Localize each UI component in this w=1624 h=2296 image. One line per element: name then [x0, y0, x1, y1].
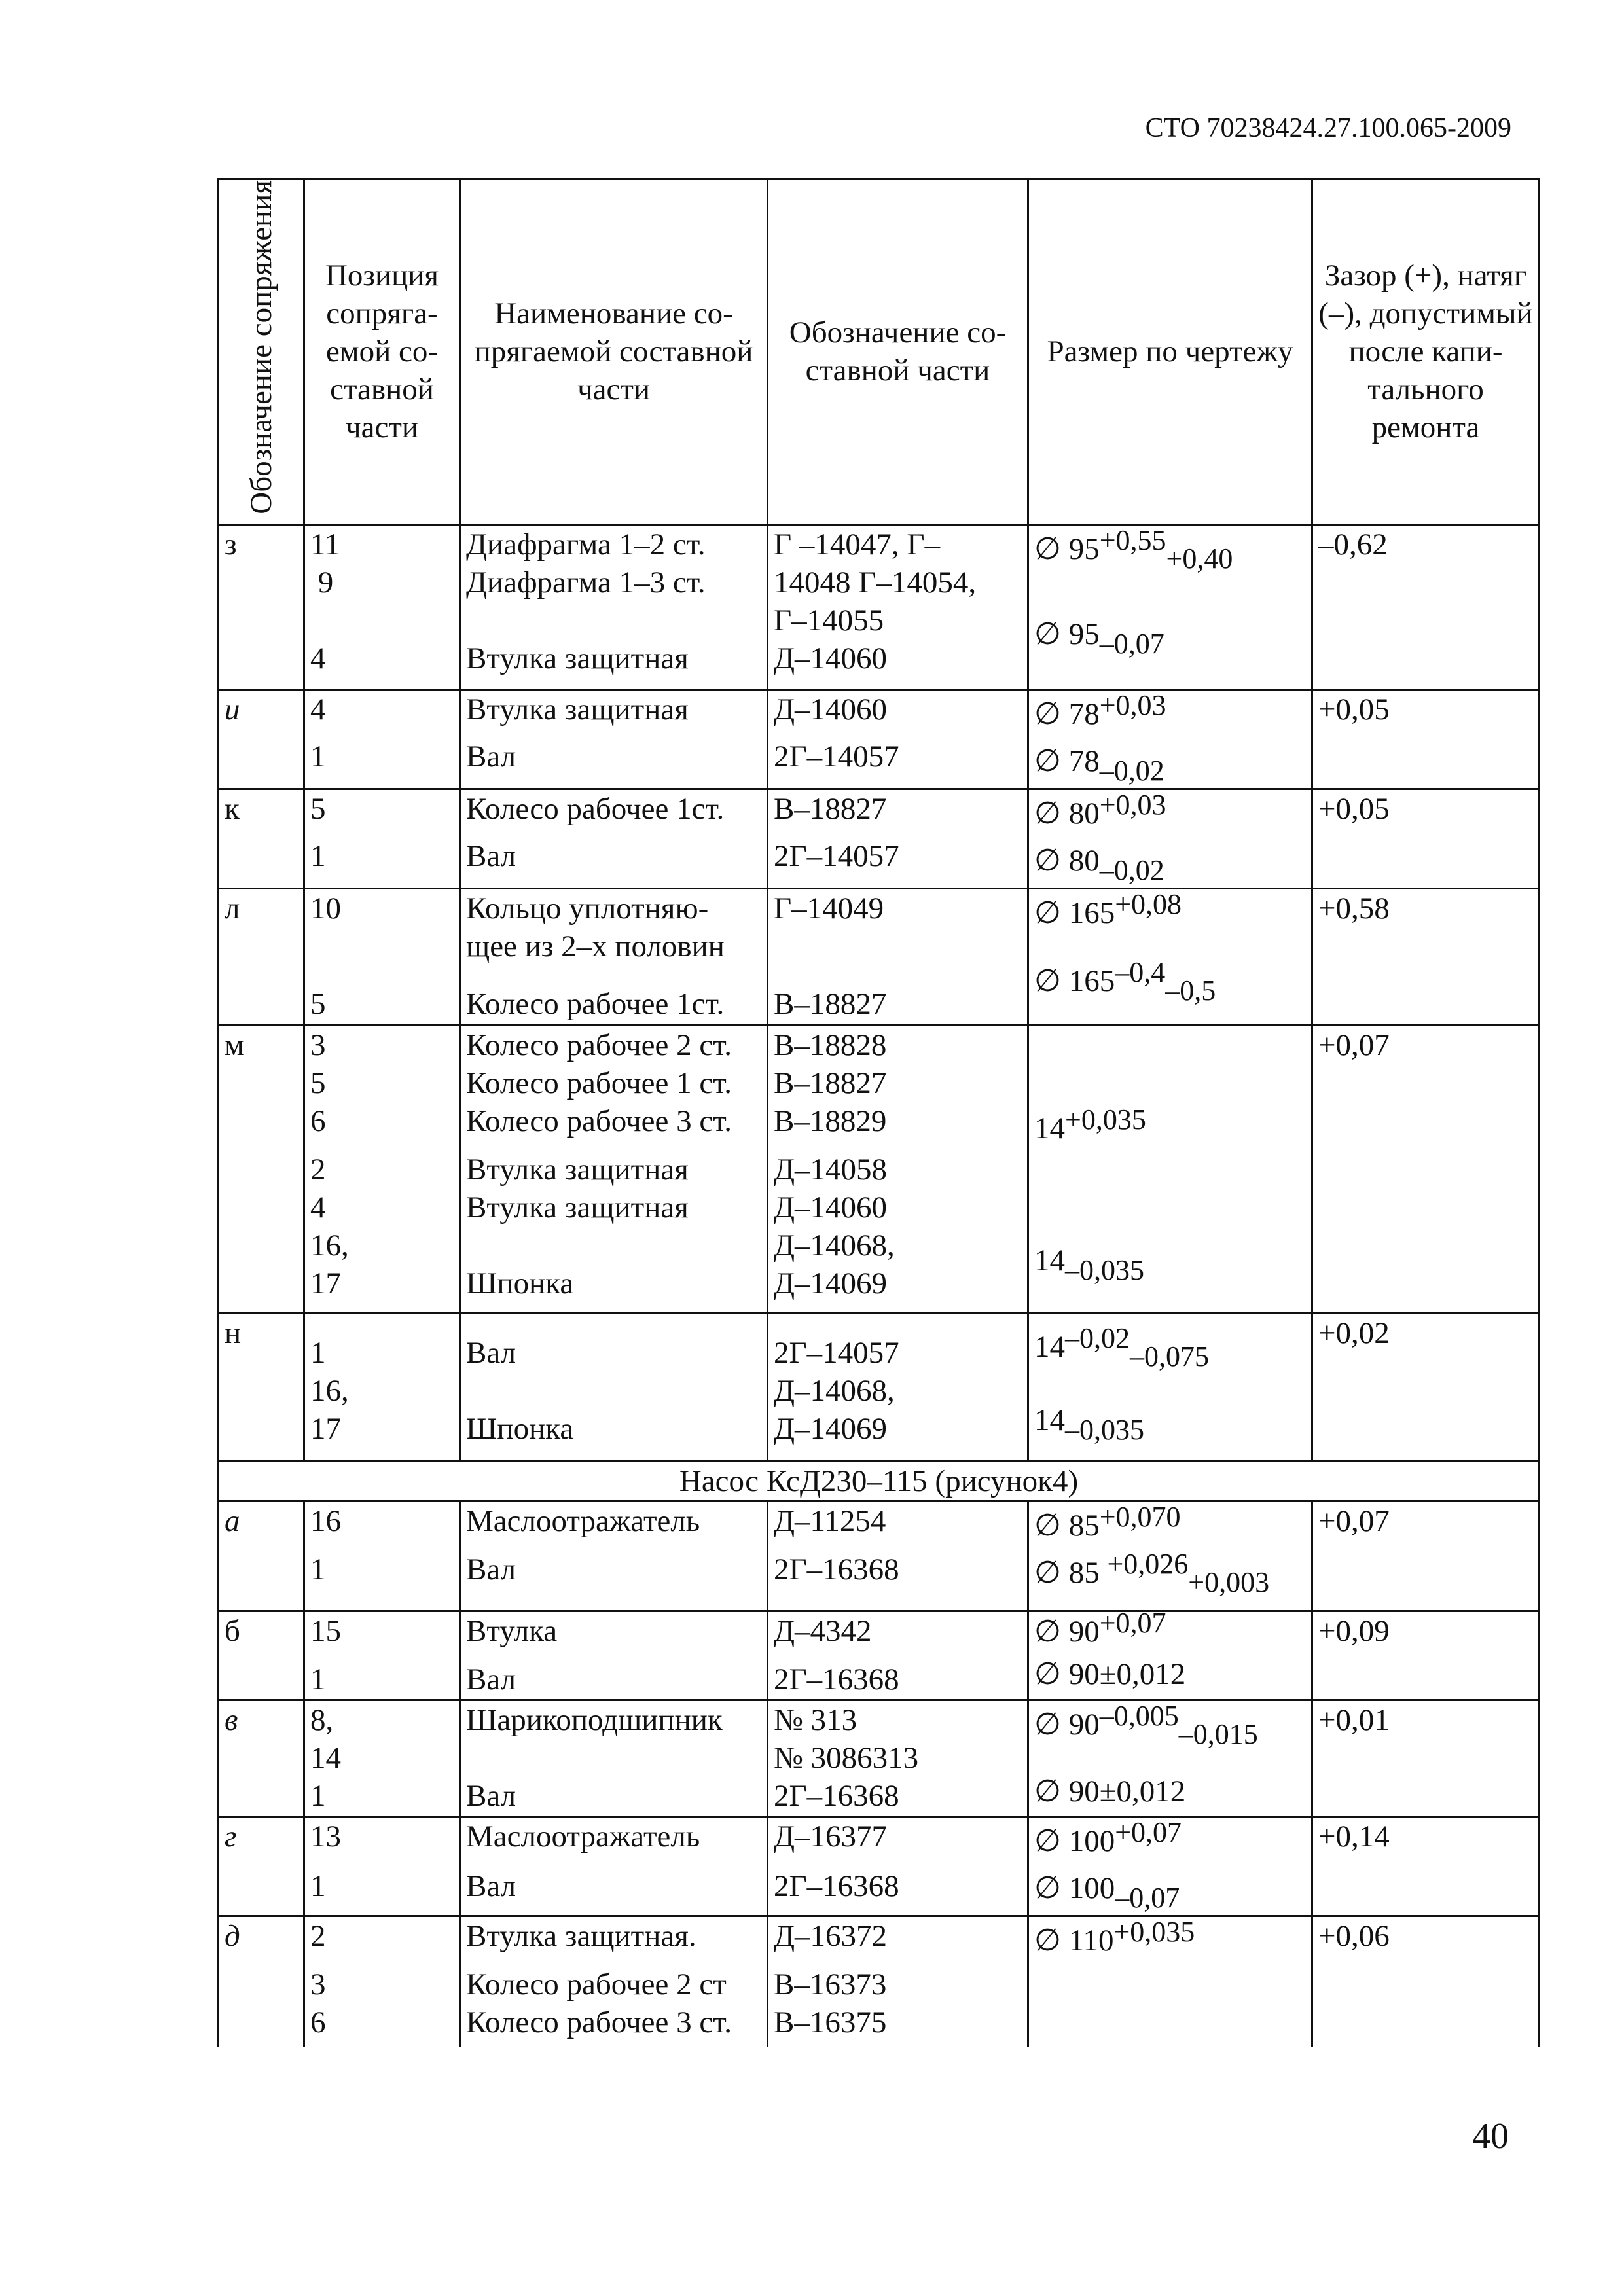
table-row: [219, 789, 1540, 888]
fits-table: [217, 178, 1540, 2047]
part-name-cell: Втулка защитная. Колесо рабочее 2 ст Колесо рабочее 3 ст.: [460, 1916, 768, 2047]
table-row: [219, 1916, 1540, 2047]
table-row: [219, 1611, 1540, 1700]
col-header-size: Размер по чертежу: [1028, 179, 1312, 525]
position-cell: 15 1: [304, 1611, 460, 1700]
drawing-size-cell: ∅ $80^{+0,03}$ ∅ $80_{-0,02}$: [1028, 789, 1312, 888]
part-name-cell: Шарикоподшипник Вал: [460, 1700, 768, 1816]
position-cell: 5 1: [304, 789, 460, 888]
part-code-cell: Д–16372 В–16373 В–16375: [768, 1916, 1028, 2047]
position-cell: 4 1: [304, 689, 460, 789]
part-code-cell: Д–16377 2Г–16368: [768, 1816, 1028, 1916]
part-name-cell: Колесо рабочее 2 ст. Колесо рабочее 1 ст. Колесо рабочее 3 ст. Втулка защитная Втулка защитная Шпонка: [460, 1025, 768, 1313]
mate-designation: з: [219, 524, 304, 689]
gap-value: +0,14: [1312, 1816, 1540, 1916]
table-row: [219, 1700, 1540, 1816]
position-cell: 8, 14 1: [304, 1700, 460, 1816]
part-code-cell: 2Г–14057 Д–14068, Д–14069: [768, 1313, 1028, 1461]
part-code-cell: Д–11254 2Г–16368: [768, 1501, 1028, 1611]
gap-value: +0,02: [1312, 1313, 1540, 1461]
part-code-cell: № 313 № 3086313 2Г–16368: [768, 1700, 1028, 1816]
part-name-cell: Маслоотражатель Вал: [460, 1501, 768, 1611]
position-cell: 13 1: [304, 1816, 460, 1916]
col-header-designation: Обозначение сопряжения: [219, 179, 304, 525]
table-row: [219, 1025, 1540, 1313]
col-header-position: Позиция сопряга-емой со-ставной части: [304, 179, 460, 525]
table-header: [219, 179, 1540, 525]
part-code-cell: Д–14060 2Г–14057: [768, 689, 1028, 789]
mate-designation: д: [219, 1916, 304, 2047]
section-title: Насос КсД230–115 (рисунок4): [219, 1461, 1540, 1501]
gap-value: +0,07: [1312, 1501, 1540, 1611]
position-cell: 16 1: [304, 1501, 460, 1611]
drawing-size-cell: $14^{-0,02}_{-0,075}$ $14_{-0,035}$: [1028, 1313, 1312, 1461]
position-cell: 11 9 4: [304, 524, 460, 689]
drawing-size-cell: $14^{+0,035}$ $14_{-0,035}$: [1028, 1025, 1312, 1313]
gap-value: +0,09: [1312, 1611, 1540, 1700]
gap-value: +0,05: [1312, 689, 1540, 789]
drawing-size-cell: ∅ $165^{+0,08}$ ∅ $165^{-0,4}_{-0,5}$: [1028, 888, 1312, 1025]
drawing-size-cell: ∅ $95^{+0,55}_{+0,40}$ ∅ $95_{-0,07}$: [1028, 524, 1312, 689]
drawing-size-cell: ∅ $100^{+0,07}$ ∅ $100_{-0,07}$: [1028, 1816, 1312, 1916]
position-cell: 10 5: [304, 888, 460, 1025]
table-row: [219, 1816, 1540, 1916]
part-name-cell: Диафрагма 1–2 ст. Диафрагма 1–3 ст. Втулка защитная: [460, 524, 768, 689]
part-name-cell: Втулка защитная Вал: [460, 689, 768, 789]
part-name-cell: Маслоотражатель Вал: [460, 1816, 768, 1916]
drawing-size-cell: ∅ $110^{+0,035}$: [1028, 1916, 1312, 2047]
position-cell: 2 3 6: [304, 1916, 460, 2047]
mate-designation: к: [219, 789, 304, 888]
table-row: [219, 1313, 1540, 1461]
position-cell: 3 5 6 2 4 16, 17: [304, 1025, 460, 1313]
mate-designation: л: [219, 888, 304, 1025]
page-number: 40: [1472, 2116, 1509, 2157]
gap-value: +0,58: [1312, 888, 1540, 1025]
part-code-cell: В–18827 2Г–14057: [768, 789, 1028, 888]
gap-value: –0,62: [1312, 524, 1540, 689]
gap-value: +0,01: [1312, 1700, 1540, 1816]
part-name-cell: Кольцо уплотняю- щее из 2–х половин Колесо рабочее 1ст.: [460, 888, 768, 1025]
section-row: [219, 1461, 1540, 1501]
part-name-cell: Колесо рабочее 1ст. Вал: [460, 789, 768, 888]
position-cell: 1 16, 17: [304, 1313, 460, 1461]
mate-designation: б: [219, 1611, 304, 1700]
drawing-size-cell: ∅ $78^{+0,03}$ ∅ $78_{-0,02}$: [1028, 689, 1312, 789]
part-code-cell: Г–14049 В–18827: [768, 888, 1028, 1025]
table-row: [219, 524, 1540, 689]
drawing-size-cell: ∅ $90^{-0,005}_{-0,015}$ ∅ 90±0,012: [1028, 1700, 1312, 1816]
mate-designation: а: [219, 1501, 304, 1611]
document-code: СТО 70238424.27.100.065-2009: [1145, 113, 1511, 143]
gap-value: +0,05: [1312, 789, 1540, 888]
col-header-gap: Зазор (+), натяг (–), допустимый после капи-тального ремонта: [1312, 179, 1540, 525]
col-header-part-code: Обозначение со-ставной части: [768, 179, 1028, 525]
table-row: [219, 689, 1540, 789]
part-name-cell: Втулка Вал: [460, 1611, 768, 1700]
table-row: [219, 888, 1540, 1025]
gap-value: +0,06: [1312, 1916, 1540, 2047]
mate-designation: г: [219, 1816, 304, 1916]
part-name-cell: Вал Шпонка: [460, 1313, 768, 1461]
drawing-size-cell: ∅ $90^{+0,07}$ ∅ 90±0,012: [1028, 1611, 1312, 1700]
table-row: [219, 1501, 1540, 1611]
part-code-cell: Д–4342 2Г–16368: [768, 1611, 1028, 1700]
part-code-cell: В–18828 В–18827 В–18829 Д–14058 Д–14060 Д–14068, Д–14069: [768, 1025, 1028, 1313]
mate-designation: и: [219, 689, 304, 789]
col-header-name: Наименование со-прягаемой составной части: [460, 179, 768, 525]
mate-designation: н: [219, 1313, 304, 1461]
mate-designation: в: [219, 1700, 304, 1816]
gap-value: +0,07: [1312, 1025, 1540, 1313]
mate-designation: м: [219, 1025, 304, 1313]
part-code-cell: Г –14047, Г– 14048 Г–14054, Г–14055 Д–14060: [768, 524, 1028, 689]
drawing-size-cell: ∅ $85^{+0,070}$ ∅ 85 $^{+0,026}_{+0,003}$: [1028, 1501, 1312, 1611]
